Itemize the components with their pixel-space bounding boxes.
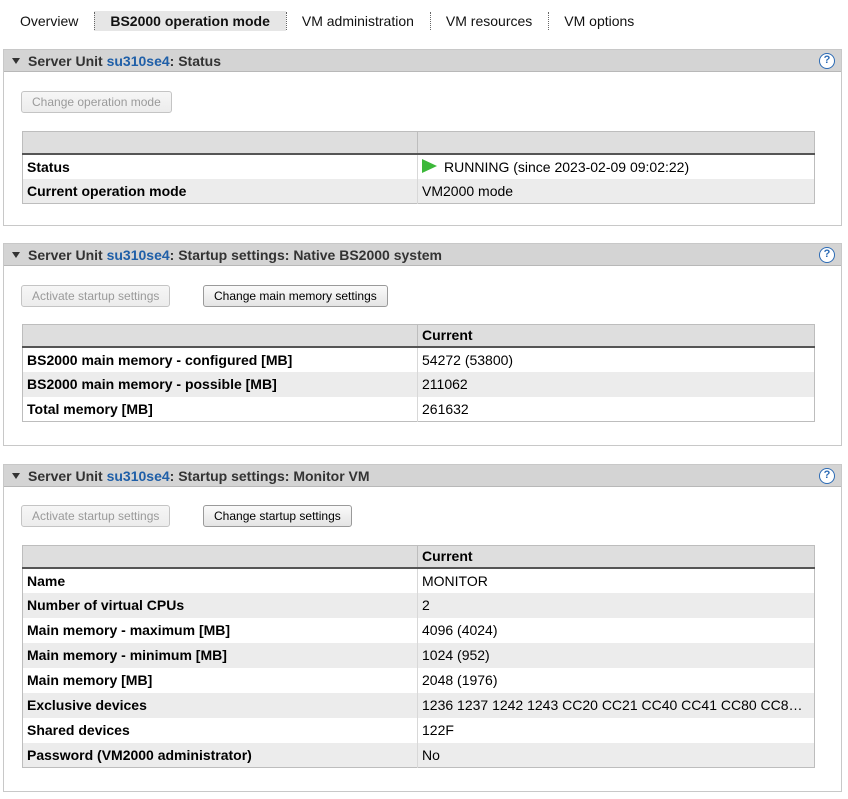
table-header-row: [23, 325, 815, 347]
row-label: Total memory [MB]: [27, 400, 153, 417]
row-value: [418, 154, 815, 179]
column-header-label: [23, 132, 418, 154]
help-icon[interactable]: ?: [819, 468, 835, 484]
native-bs2000-panel-header: [4, 244, 841, 266]
panel-title-suffix: : Startup settings: Native BS2000 system: [169, 246, 442, 263]
collapse-arrow-icon[interactable]: [12, 58, 20, 64]
running-play-icon: [422, 159, 437, 173]
table-row: [23, 718, 815, 743]
table-row: [23, 154, 815, 179]
monitor-vm-table: [22, 545, 815, 768]
panel-title-prefix: Server Unit: [28, 52, 107, 69]
native-bs2000-table: [22, 324, 815, 422]
change-operation-mode-button[interactable]: Change operation mode: [21, 91, 172, 113]
tab-vm-resources[interactable]: VM resources: [430, 11, 548, 31]
table-row: [23, 372, 815, 397]
table-header-row: [23, 132, 815, 154]
monitor-vm-panel: [3, 464, 842, 792]
row-label: Main memory - minimum [MB]: [23, 643, 418, 668]
table-row: [23, 693, 815, 718]
row-label: Name: [27, 572, 66, 589]
change-main-memory-settings-button[interactable]: Change main memory settings: [203, 285, 388, 307]
column-header-current: Current: [418, 546, 815, 568]
panel-title-suffix: : Status: [169, 52, 221, 69]
activate-startup-settings-button[interactable]: Activate startup settings: [21, 505, 170, 527]
row-value: 4096 (4024): [418, 618, 815, 643]
table-row: [23, 643, 815, 668]
table-row: [23, 179, 815, 204]
row-value: 1024 (952): [418, 643, 815, 668]
status-table: [22, 131, 815, 204]
row-label: BS2000 main memory - configured [MB]: [27, 351, 293, 368]
table-row: [23, 347, 815, 372]
row-label: BS2000 main memory - possible [MB]: [23, 372, 418, 397]
status-value: RUNNING (since 2023-02-09 09:02:22): [444, 158, 690, 175]
status-panel-header: [4, 50, 841, 72]
row-value: VM2000 mode: [418, 179, 815, 204]
table-row: [23, 743, 815, 768]
tab-bar: [4, 10, 650, 32]
row-label: Exclusive devices: [23, 693, 418, 718]
panel-title-prefix: Server Unit: [28, 467, 107, 484]
row-value: 1236 1237 1242 1243 CC20 CC21 CC40 CC41 CC80 CC8…: [418, 693, 815, 718]
collapse-arrow-icon[interactable]: [12, 252, 20, 258]
panel-title-prefix: Server Unit: [28, 246, 107, 263]
status-panel: [3, 49, 842, 226]
row-value: MONITOR: [418, 568, 815, 593]
help-icon[interactable]: ?: [819, 247, 835, 263]
row-value: 261632: [418, 397, 815, 422]
table-row: [23, 668, 815, 693]
row-value: 2: [418, 593, 815, 618]
row-label: Password (VM2000 administrator): [23, 743, 418, 768]
tab-vm-options[interactable]: VM options: [548, 11, 650, 31]
collapse-arrow-icon[interactable]: [12, 473, 20, 479]
table-header-row: [23, 546, 815, 568]
table-row: [23, 568, 815, 593]
row-label: Current operation mode: [23, 179, 418, 204]
row-label: Number of virtual CPUs: [23, 593, 418, 618]
tab-bs2000-operation-mode[interactable]: BS2000 operation mode: [94, 11, 286, 31]
server-unit-link[interactable]: su310se4: [106, 467, 170, 484]
row-label: Status: [27, 158, 70, 175]
column-header-current: Current: [418, 325, 815, 347]
panel-title-suffix: : Startup settings: Monitor VM: [169, 467, 370, 484]
row-value: 122F: [418, 718, 815, 743]
tab-vm-administration[interactable]: VM administration: [286, 11, 430, 31]
row-label: Main memory [MB]: [27, 672, 153, 688]
change-startup-settings-button[interactable]: Change startup settings: [203, 505, 352, 527]
table-row: [23, 593, 815, 618]
monitor-vm-panel-header: [4, 465, 841, 487]
column-header-label: [23, 325, 418, 347]
native-bs2000-panel: [3, 243, 842, 446]
row-value: 211062: [418, 372, 815, 397]
row-value: 2048 (1976): [418, 668, 815, 693]
activate-startup-settings-button[interactable]: Activate startup settings: [21, 285, 170, 307]
column-header-label: [23, 546, 418, 568]
server-unit-link[interactable]: su310se4: [106, 246, 170, 263]
row-label: Shared devices: [27, 722, 130, 738]
row-label: Main memory - maximum [MB]: [27, 622, 231, 638]
row-value: 54272 (53800): [418, 347, 815, 372]
tab-overview[interactable]: Overview: [20, 13, 79, 29]
table-row: [23, 618, 815, 643]
column-header-value: [418, 132, 815, 154]
row-value: No: [418, 743, 815, 768]
server-unit-link[interactable]: su310se4: [106, 52, 170, 69]
table-row: [23, 397, 815, 422]
help-icon[interactable]: ?: [819, 53, 835, 69]
